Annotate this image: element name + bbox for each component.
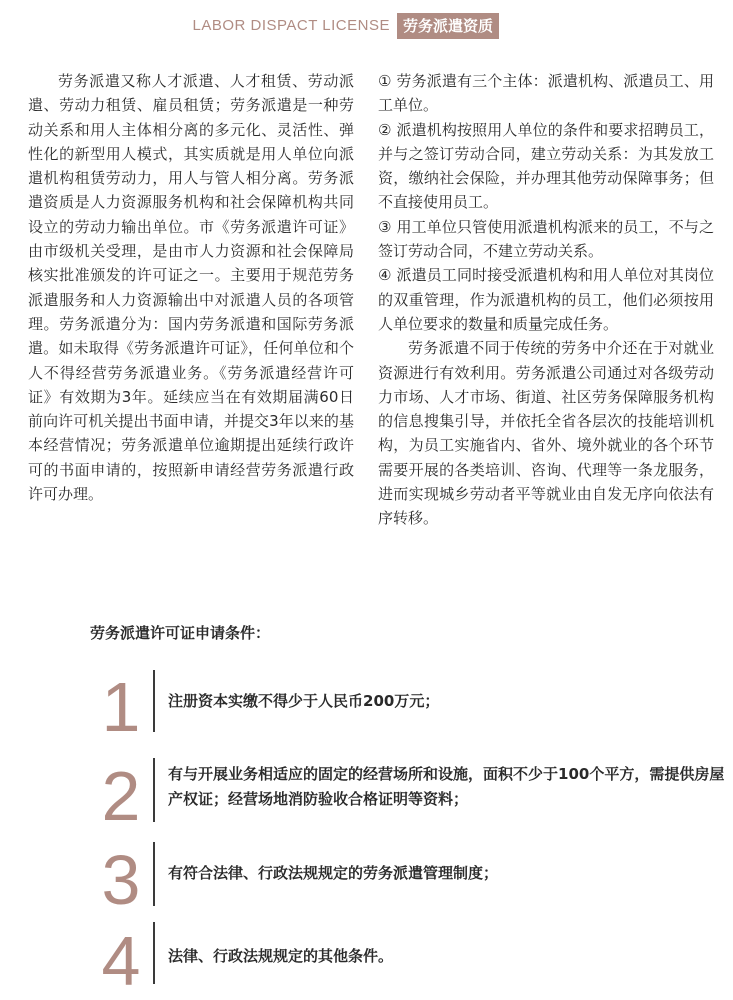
condition-divider: [153, 922, 155, 984]
condition-divider: [153, 758, 155, 822]
condition-text: 法律、行政法规规定的其他条件。: [168, 947, 394, 965]
header-chinese-title-badge: 劳务派遣资质: [397, 13, 499, 39]
subject-list-item-3: ③ 用工单位只管使用派遣机构派来的员工，不与之签订劳动合同，不建立劳动关系。: [378, 217, 714, 261]
condition-number: 1: [101, 668, 141, 746]
intro-paragraph: 劳务派遣又称人才派遣、人才租赁、劳动派遣、劳动力租赁、雇员租赁；劳务派遣是一种劳动关系和用人主体相分离的多元化、灵活性、弹性化的新型用人模式，其实质就是用人单位向派遣机构租赁劳动力，用人与管人相分离。劳务派遣资质是人力资源服务机构和社会保障机构共同设立的劳动力输出单位。市《劳务派遣许可证》由市级机关受理，是由市人力资源和社会保障局核实批准颁发的许可证之一。主要用于规范劳务派遣服务和人力资源输出中对派遣人员的各项管理。劳务派遣分为：国内劳务派遣和国际劳务派遣。如未取得《劳务派遣许可证》，任何单位和个人不得经营劳务派遣业务。《劳务派遣经营许可证》有效期为3年。延续应当在有效期届满60日前向许可机关提出书面申请，并提交3年以来的基本经营情况；劳务派遣单位逾期提出延续行政许可的书面申请的，按照新申请经营劳务派遣行政许可办理。: [28, 72, 354, 504]
condition-divider: [153, 842, 155, 906]
condition-text: 有符合法律、行政法规规定的劳务派遣管理制度；: [168, 864, 499, 882]
condition-text: 有与开展业务相适应的固定的经营场所和设施，面积不少于100个平方，需提供房屋产权证；经营场地消防验收合格证明等资料；: [168, 765, 725, 808]
subject-list-item-2: ② 派遣机构按照用人单位的条件和要求招聘员工，并与之签订劳动合同，建立劳动关系：为其发放工资，缴纳社会保险，并办理其他劳动保障事务；但不直接使用员工。: [378, 120, 714, 212]
difference-paragraph: 劳务派遣不同于传统的劳务中介还在于对就业资源进行有效利用。劳务派遣公司通过对各级劳动力市场、人才市场、街道、社区劳务保障服务机构的信息搜集引导，并依托全省各层次的技能培训机构，为员工实施省内、省外、境外就业的各个环节需要开展的各类培训、咨询、代理等一条龙服务，进而实现城乡劳动者平等就业由自发无序向依法有序转移。: [378, 339, 714, 528]
header-english-title: LABOR DISPACT LICENSE: [192, 17, 390, 34]
conditions-title: 劳务派遣许可证申请条件：: [90, 624, 271, 642]
header: [0, 13, 733, 43]
condition-number: 3: [101, 841, 141, 919]
left-column: [28, 69, 354, 506]
condition-number: 2: [101, 757, 141, 835]
subject-list-item-4: ④ 派遣员工同时接受派遣机构和用人单位对其岗位的双重管理，作为派遣机构的员工，他们必须按用人单位要求的数量和质量完成任务。: [378, 266, 714, 333]
condition-number: 4: [101, 922, 141, 1000]
right-column: [378, 69, 714, 531]
subject-list-item-1: ① 劳务派遣有三个主体：派遣机构、派遣员工、用工单位。: [378, 72, 714, 115]
condition-divider: [153, 670, 155, 732]
condition-text: 注册资本实缴不得少于人民币200万元；: [168, 692, 440, 710]
